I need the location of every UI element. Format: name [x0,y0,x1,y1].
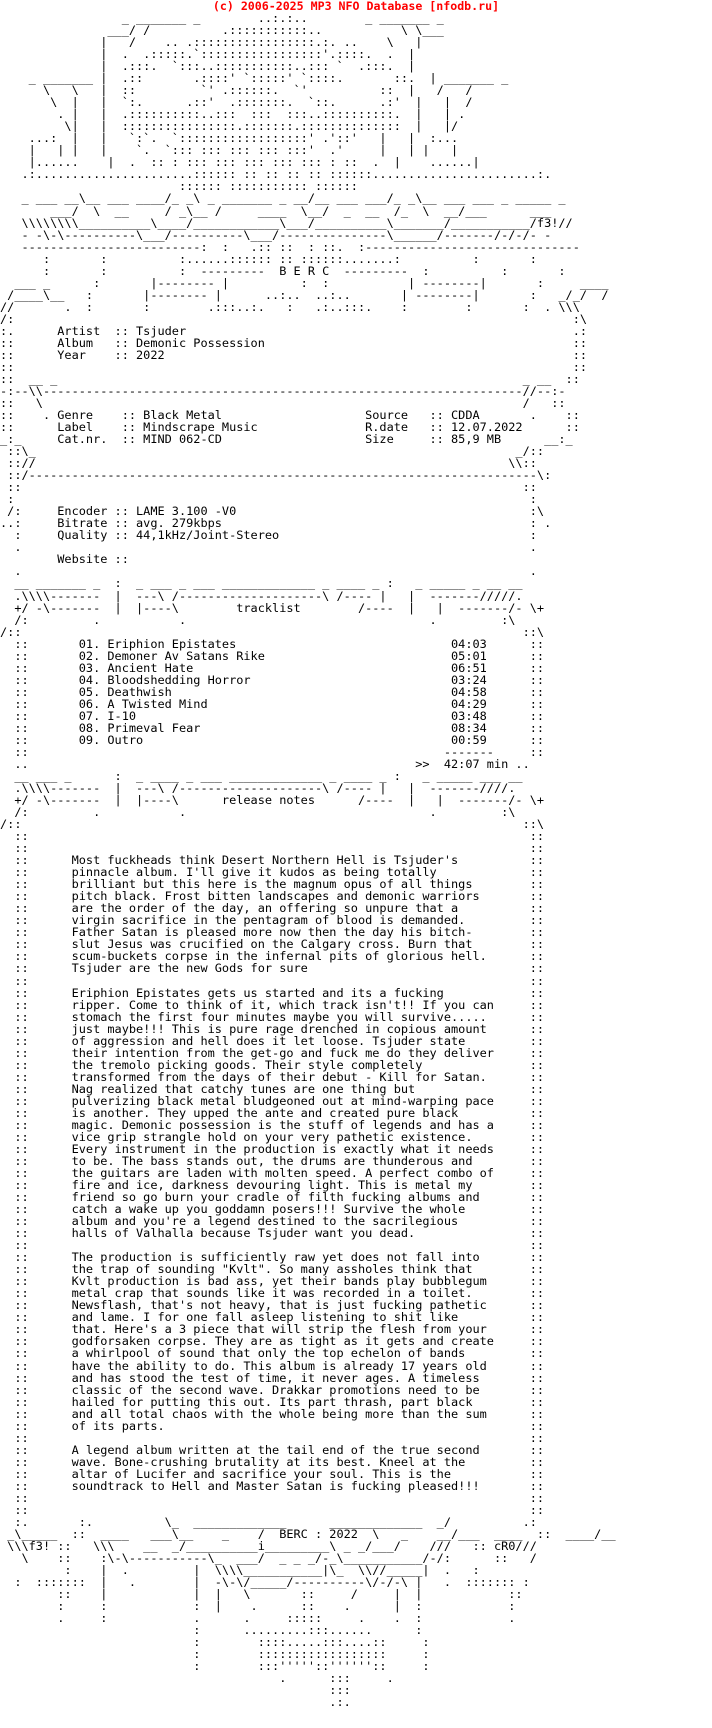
nfodb-header-link[interactable]: (c) 2006-2025 MP3 NFO Database [nfodb.ru] [212,0,500,13]
nfo-ascii-text: _ _______ _ ..:.:.. _ _______ _ ___/ / .:::::::::::.. \ \___ | / .. .:::::::::::::::::.:. .. \ | | . .:::::.`:::::::::::::::::'.::::. . | | .:::. `:::..:::::::::::..::: ` .:::. | _ _______ | .:: .::::' `:::::' `::::. ::. | _______ _ \ \ | :: `' .::::::. `' :: | / / \ | | `:. .::' .:::::::. `::. .:' | | / . | | .::::::::::..::: ::: :::..::::::::::. | | . \| | ::::::::::::::::.:::::::.:::::::::::::: | |/ ...: | | `:`. `::::::::::::::::::' .'::' | | :... | | | | `. `::: ::: ::: ::: :::' .' | | | | |...... | . :: : ::: ::: ::: ::: ::: : :: . | ......| .:......................:::::: :: :: :: :: ::::::.......................:. :::::: ::::::::::: :::::: _ ___ __\__ ___ ____/_ _\ _ _______ _ __/__ ___ ___/_ _\__ ___ ___ _ _____ _ ___/ \ __ / _\__ / ____ \__/ _ __ /_ \ __/___ ___ \\\\\\\\__________\____/____________\___/__________\_______/___________/f3!// - -\-\----------\___/----------\___/---------------\______/-------/-/-/- - -------------------------: : .:: :: : ::. :------------------------------ : : :......:::::: :: ::::::.......: : : : : : --------- B E R C --------- : : : ___ _ : |-------- | : : | --------| : ____ /____\__ : |-------- | ..:.. ..:.. | --------| : _/_/ / // . : : .:::..:. : .:..:::. : : : . \\\ /: :\ :. Artist :: Tsjuder .: :: Album :: Demonic Possession :: :: Year :: 2022 :: :: :: :: __ _ _ __ :: -:--\\-------------------------------------------------------------------//--:- :: \ / :: :: . Genre :: Black Metal Source :: CDDA . :: :: Label :: Mindscrape Music R.date :: 12.07.2022 :: _:_ Cat.nr. :: MIND 062-CD Size :: 85,9 MB __:_ ::\_ _/:: ::// \\:: ::/-----------------------------------------------------------------------\: :: :: : : /: Encoder :: LAME 3.100 -V0 :\ ..: Bitrate :: avg. 279kbps : . : Quality :: 44,1kHz/Joint-Stereo : . . Website :: . . __ _______ _ : _ ___ _ ___ _____________ _ ____ _ : _ _____ _ __ __ .\\\\------- | ---\ /--------------------\ /---- | | -------/////. +/ -\------- | |----\ tracklist /---- | | -------/- \+ /: . . . :\ /:: ::\ :: 01. Eriphion Epistates 04:03 :: :: 02. Demoner Av Satans Rike 05:01 :: :: 03. Ancient Hate 06:51 :: :: 04. Bloodshedding Horror 03:24 :: :: 05. Deathwish 04:58 :: :: 06. A Twisted Mind 04:29 :: :: 07. I-10 03:48 :: :: 08. Primeval Fear 08:34 :: :: 09. Outro 00:59 :: :: ------- :: .. >> 42:07 min .. __ ___ _ : _ ____ _ ___ _____________ _ ____ _ : _ _____ ___ __ .\\\\------- | ---\ /--------------------\ /---- | | -------////. +/ -\------- | |----\ release notes /---- | | -------/- \+ /: . . . :\ /:: ::\ :: :: :: :: :: Most fuckheads think Desert Northern Hell is Tsjuder's :: :: pinnacle album. I'll give it kudos as being totally :: :: brilliant but this here is the magnum opus of all things :: :: pitch black. Frost bitten landscapes and demonic warriors :: :: are the order of the day, an offering so unpure that a :: :: virgin sacrifice in the pentagram of blood is demanded. :: :: Father Satan is pleased more now then the day his bitch- :: :: slut Jesus was crucified on the Calgary cross. Burn that :: :: scum-buckets corpse in the infernal pits of glorious hell. :: :: Tsjuder are the new Gods for sure :: :: :: :: Eriphion Epistates gets us started and its a fucking :: :: ripper. Come to think of it, which track isn't!! If you can :: :: stomach the first four minutes maybe you will survive..... :: :: just maybe!!! This is pure rage drenched in copious amount :: :: of aggression and hell does it let loose. Tsjuder state :: :: their intention from the get-go and fuck me do they deliver :: :: the tremolo picking goods. Their style completely :: :: transformed from the days of their debut - Kill for Satan. :: :: Nag realized that catchy tunes are one thing but :: :: pulverizing black metal bludgeoned out at mind-warping pace :: :: is another. They upped the ante and created pure black :: :: magic. Demonic possession is the stuff of legends and has a :: :: vice grip strangle hold on your very pathetic existence. :: :: Every instrument in the production is exactly what it needs :: :: to be. The bass stands out, the drums are thunderous and :: :: the guitars are laden with molten speed. A perfect combo of :: :: fire and ice, darkness devouring light. This is metal my :: :: friend so go burn your cradle of filth fucking albums and :: :: catch a wake up you goddamn posers!!! Survive the whole :: :: album and you're a legend destined to the sacrilegious :: :: halls of Valhalla because Tsjuder want you dead. :: :: :: :: The production is sufficiently raw yet does not fall into :: :: the trap of sounding "Kvlt". So many assholes think that :: :: Kvlt production is bad ass, yet their bands play bubblegum :: :: metal crap that sounds like it was recorded in a toilet. :: :: Newsflash, that's not heavy, that is just fucking pathetic :: :: and lame. I for one fall asleep listening to shit like :: :: that. Here's a 3 piece that will strip the flesh from your :: :: godforsaken corpse. They are as tight as it gets and create :: :: a whirlpool of sound that only the top echelon of bands :: :: have the ability to do. This album is already 17 years old :: :: and has stood the test of time, it never ages. A timeless :: :: classic of the second wave. Drakkar promotions need to be :: :: hailed for putting this out. Its part thrash, part black :: :: and all total chaos with the whole being more than the sum :: :: of its parts. :: :: :: :: A legend album written at the tail end of the true second :: :: wave. Bone-crushing brutality at its best. Kneel at the :: :: altar of Lucifer and sacrifice your soul. This is the :: :: soundtrack to Hell and Master Satan is fucking pleased!!! :: :: :: :: :: :. :. \_ _____________ _____________ _/ .: _\_____ :: ____ ___\__ _ / BERC : 2022 \ _ __/___ ____ :: ____/__ \\\f3! :: \\\ __ _/__________i_________\ _ _/___/ /// :: cR0/// \ :: :\-\-----------\_ ___/ _ _ _/-_\___________/-/: :: / : | . | \\\\___________|\_ \\//_____| . : : ::::::: | . | -\-\/_____/----------\/-/-\ | . ::::::: : :: | | | \ :: / | | :: : : : | . :: . | : : . : . . ::::: . . : . : .........:::...... : : ::::.....:::....:: : : :::::::::::::::::: : : :::'''''::'''''':: : . ::: . ::: .:. [0,11,616,1710]
